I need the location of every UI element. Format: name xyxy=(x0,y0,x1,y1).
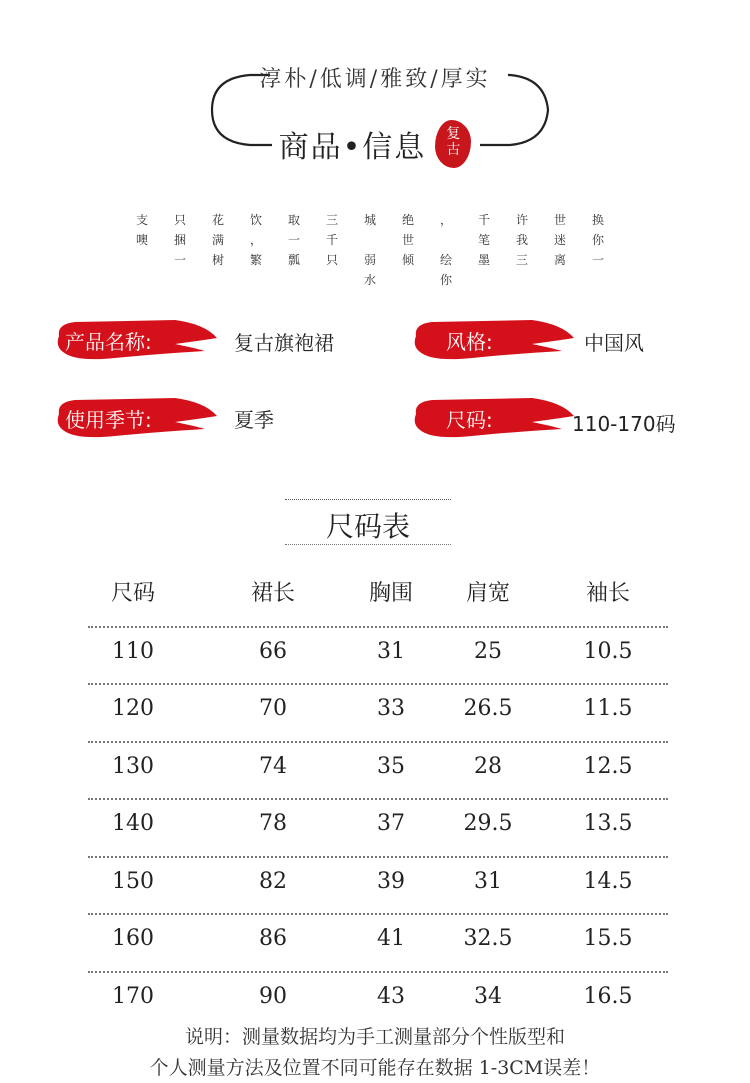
poem-column xyxy=(172,210,188,270)
poem-column xyxy=(552,210,568,270)
attr-season-label: 使用季节: xyxy=(65,408,152,432)
table-row xyxy=(88,915,668,973)
title-rule-bottom xyxy=(285,544,451,545)
table-cell: 29.5 xyxy=(463,811,513,836)
table-header-row xyxy=(88,570,668,628)
poem-char: 迷 xyxy=(553,233,566,247)
table-cell: 43 xyxy=(377,983,405,1009)
poem-char: 倾 xyxy=(401,253,414,267)
poem-column xyxy=(438,210,454,290)
poem-char: 千 xyxy=(325,233,338,247)
table-cell: 78 xyxy=(259,811,287,836)
table-row xyxy=(88,628,668,686)
attr-name-label: 产品名称: xyxy=(65,330,152,354)
poem-char: 你 xyxy=(591,233,604,247)
table-cell: 14.5 xyxy=(583,868,633,894)
poem-char: 弱 xyxy=(363,253,376,267)
table-cell: 25 xyxy=(474,638,502,664)
poem-char: 繁 xyxy=(249,253,262,267)
seal-char-2: 古 xyxy=(446,142,461,158)
page-title xyxy=(0,120,750,168)
table-cell: 39 xyxy=(377,868,405,894)
header-slogan: 淳朴/低调/雅致/厚实 xyxy=(259,67,491,92)
poem-char: 水 xyxy=(363,273,376,287)
poem-char: ， xyxy=(249,233,262,247)
table-header-cell: 尺码 xyxy=(110,581,155,606)
table-row xyxy=(88,858,668,916)
brush-stroke-icon xyxy=(412,396,577,440)
table-row xyxy=(88,800,668,858)
attr-style-value: 中国风 xyxy=(584,331,644,355)
poem-char: 饮 xyxy=(249,213,262,227)
table-cell: 150 xyxy=(112,868,154,894)
vertical-poem xyxy=(134,210,614,287)
note-line-2: 个人测量方法及位置不同可能存在数据 1-3CM误差！ xyxy=(149,1057,601,1079)
attr-style-label: 风格: xyxy=(446,330,493,354)
table-header-cell: 袖长 xyxy=(585,581,630,606)
poem-char: 一 xyxy=(591,253,604,267)
table-cell: 10.5 xyxy=(583,638,633,664)
table-cell: 110 xyxy=(112,638,154,664)
title-text: 商品•信息 xyxy=(278,130,427,165)
poem-column xyxy=(476,210,492,270)
table-cell: 35 xyxy=(377,753,405,779)
size-table-heading xyxy=(285,497,451,547)
table-cell: 28 xyxy=(474,753,502,779)
table-cell: 160 xyxy=(112,926,154,951)
table-cell: 32.5 xyxy=(463,926,513,951)
poem-column xyxy=(590,210,606,270)
poem-column xyxy=(286,210,302,270)
table-cell: 130 xyxy=(112,753,154,779)
poem-char: 换 xyxy=(591,213,604,227)
poem-column xyxy=(400,210,416,270)
table-cell: 70 xyxy=(259,696,287,721)
poem-column xyxy=(362,210,378,290)
poem-char: 三 xyxy=(325,213,338,227)
seal-char-1: 复 xyxy=(446,126,461,142)
poem-char: ， xyxy=(439,213,452,227)
poem-char: 千 xyxy=(477,213,490,227)
poem-char: 绝 xyxy=(401,213,414,227)
attr-season-value: 夏季 xyxy=(234,408,274,432)
table-header-cell: 肩宽 xyxy=(465,581,510,606)
table-cell: 33 xyxy=(377,696,405,721)
table-row xyxy=(88,743,668,801)
poem-char: 满 xyxy=(211,233,224,247)
table-cell: 16.5 xyxy=(583,983,633,1009)
table-cell: 86 xyxy=(259,926,287,951)
table-cell: 41 xyxy=(377,926,405,951)
poem-column xyxy=(324,210,340,270)
poem-char: 世 xyxy=(553,213,566,227)
poem-char: 花 xyxy=(211,213,224,227)
size-table-title: 尺码表 xyxy=(325,510,410,543)
table-cell: 13.5 xyxy=(583,811,633,836)
title-rule-top xyxy=(285,499,451,500)
attr-style-brush xyxy=(412,318,577,358)
poem-char: 笔 xyxy=(477,233,490,247)
brush-stroke-icon xyxy=(412,318,577,362)
attr-season-brush xyxy=(55,396,220,436)
table-cell: 120 xyxy=(112,696,154,721)
table-header-cell: 裙长 xyxy=(250,581,295,606)
table-cell: 15.5 xyxy=(583,926,633,951)
poem-column xyxy=(514,210,530,270)
table-cell: 82 xyxy=(259,868,287,894)
table-cell: 26.5 xyxy=(463,696,513,721)
table-cell: 66 xyxy=(259,638,287,664)
poem-column xyxy=(134,210,150,250)
poem-char: 离 xyxy=(553,253,566,267)
attr-name-value: 复古旗袍裙 xyxy=(234,331,334,355)
seal-stamp-icon xyxy=(435,120,471,168)
table-cell: 34 xyxy=(474,983,502,1009)
poem-char: 支 xyxy=(135,213,148,227)
table-header-cell: 胸围 xyxy=(368,581,413,606)
poem-char: 只 xyxy=(325,253,338,267)
table-row xyxy=(88,685,668,743)
poem-char: 绘 xyxy=(439,253,452,267)
poem-char: 取 xyxy=(287,213,300,227)
table-cell: 74 xyxy=(259,753,287,779)
poem-char: 一 xyxy=(173,253,186,267)
poem-char: 捆 xyxy=(173,233,186,247)
attr-name-brush xyxy=(55,318,220,358)
table-cell: 11.5 xyxy=(583,696,633,721)
poem-char: 世 xyxy=(401,233,414,247)
table-cell: 12.5 xyxy=(583,753,633,779)
table-cell: 170 xyxy=(112,983,154,1009)
size-table xyxy=(88,570,668,1030)
poem-char: 三 xyxy=(515,253,528,267)
poem-char: 你 xyxy=(439,273,452,287)
poem-char xyxy=(362,230,378,250)
poem-char xyxy=(438,230,454,250)
note-line-1: 说明：测量数据均为手工测量部分个性版型和 xyxy=(184,1026,565,1048)
table-cell: 37 xyxy=(377,811,405,836)
attr-size-value: 110-170码 xyxy=(572,412,676,436)
poem-char: 墨 xyxy=(477,253,490,267)
poem-char: 树 xyxy=(211,253,224,267)
poem-char: 城 xyxy=(363,213,376,227)
poem-column xyxy=(248,210,264,270)
poem-char: 一 xyxy=(287,233,300,247)
attr-size-label: 尺码: xyxy=(446,408,493,432)
table-cell: 140 xyxy=(112,811,154,836)
table-cell: 90 xyxy=(259,983,287,1009)
attr-size-brush xyxy=(412,396,577,436)
poem-char: 瓢 xyxy=(287,253,300,267)
poem-char: 噢 xyxy=(135,233,148,247)
poem-char: 我 xyxy=(515,233,528,247)
table-cell: 31 xyxy=(377,638,405,664)
table-cell: 31 xyxy=(474,868,502,894)
poem-column xyxy=(210,210,226,270)
poem-char: 许 xyxy=(515,213,528,227)
poem-char: 只 xyxy=(173,213,186,227)
